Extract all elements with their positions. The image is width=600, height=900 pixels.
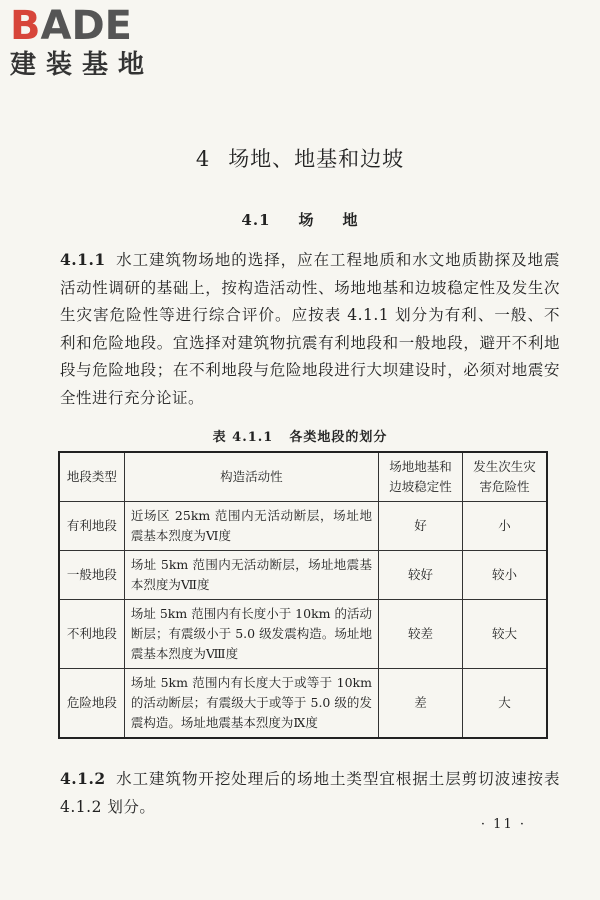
tectonic-activity: 场址 5km 范围内无活动断层，场址地震基本烈度为Ⅶ度 [124,551,378,600]
header-zone-type: 地段类型 [59,452,124,502]
table-row [59,600,547,669]
clause-4-1-1 [60,246,560,412]
stability: 较好 [378,551,462,600]
table-caption-title: 各类地段的划分 [289,430,388,445]
clause-text: 水工建筑物开挖处理后的场地土类型宜根据土层剪切波速按表 4.1.2 划分。 [60,770,560,816]
table-row [59,502,547,551]
chapter-number: 4 [195,147,211,171]
stability: 好 [378,502,462,551]
clause-number: 4.1.1 [60,250,106,269]
chapter-title [0,143,600,173]
zone-type: 不利地段 [59,600,124,669]
table-row [59,669,547,739]
hazard: 较大 [462,600,547,669]
header-tectonic-activity: 构造活动性 [124,452,378,502]
logo-subtitle: 建装基地 [10,50,155,80]
section-title-part1: 场 [298,211,315,229]
clause-4-1-2 [60,765,560,821]
tectonic-activity: 场址 5km 范围内有长度小于 10km 的活动断层；有震级小于 5.0 级发震构造。场址地震基本烈度为Ⅷ度 [124,600,378,669]
section-number: 4.1 [241,211,271,229]
table-row [59,551,547,600]
hazard: 小 [462,502,547,551]
table-header-row [59,452,547,502]
header-hazard: 发生次生灾害危险性 [462,452,547,502]
zone-type: 危险地段 [59,669,124,739]
header-stability: 场地地基和边坡稳定性 [378,452,462,502]
stability: 差 [378,669,462,739]
table-caption-number: 表 4.1.1 [212,430,274,445]
publisher-logo [10,4,180,80]
clause-number: 4.1.2 [60,769,106,788]
logo-wordmark: BADE [10,3,132,49]
tectonic-activity: 近场区 25km 范围内无活动断层，场址地震基本烈度为Ⅵ度 [124,502,378,551]
site-zone-table [58,451,548,739]
zone-type: 一般地段 [59,551,124,600]
clause-text: 水工建筑物场地的选择，应在工程地质和水文地质勘探及地震活动性调研的基础上，按构造活动性、场地地基和边坡稳定性及发生次生灾害危险性等进行综合评价。应按表 4.1.1 划分为有利、一般、不利和危险地段。宜选择对建筑物抗震有利地段和一般地段，避开不利地段与危险地段；在不利地段与危险地段进行大坝建设时，必须对地震安全性进行充分论证。 [60,251,560,407]
zone-type: 有利地段 [59,502,124,551]
page-number: · 11 · [480,817,526,832]
tectonic-activity: 场址 5km 范围内有长度大于或等于 10km 的活动断层；有震级大于或等于 5.0 级的发震构造。场址地震基本烈度为Ⅸ度 [124,669,378,739]
table-caption [0,426,600,445]
chapter-name: 场地、地基和边坡 [228,147,405,171]
hazard: 较小 [462,551,547,600]
hazard: 大 [462,669,547,739]
section-title-part2: 地 [342,211,359,229]
stability: 较差 [378,600,462,669]
section-title [0,209,600,230]
